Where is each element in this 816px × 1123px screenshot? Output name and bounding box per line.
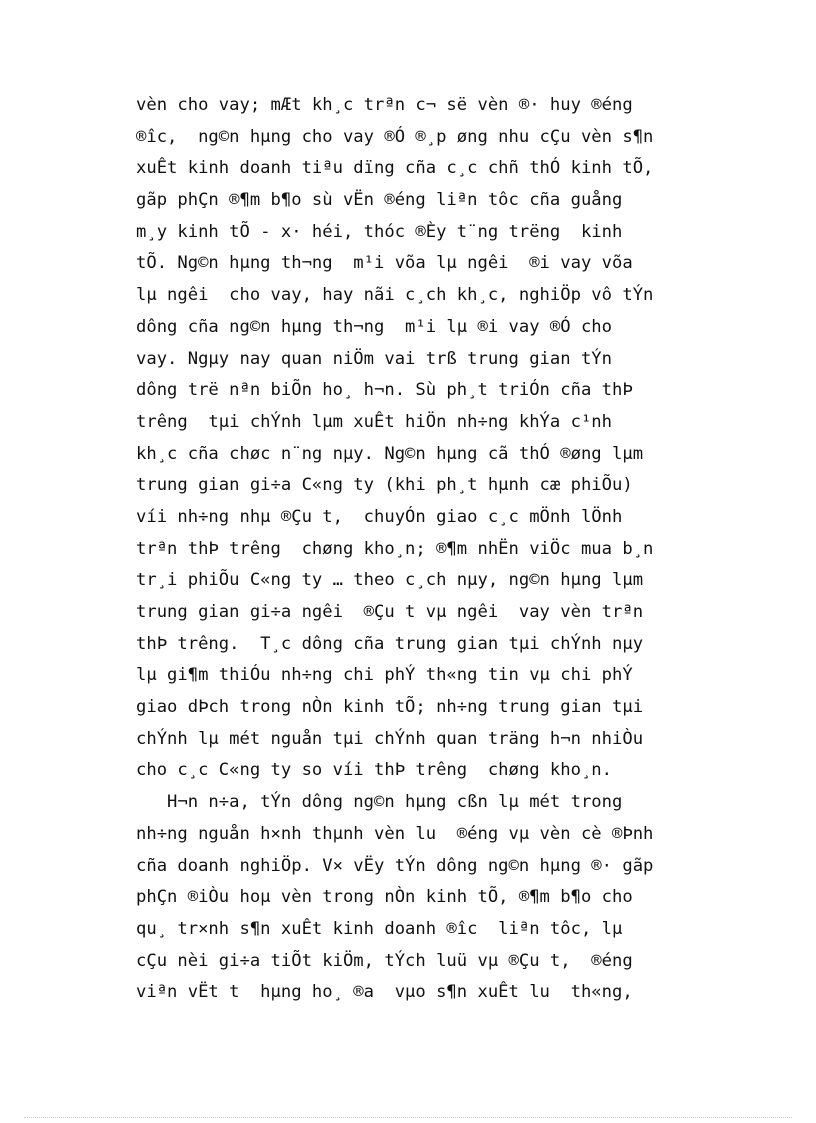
text-line: tr¸i phiÕu C«ng ty … theo c¸ch nµy, ng©n hµng lµm [136, 570, 644, 591]
text-line: trung gian gi÷a C«ng ty (khi ph¸t hµnh cæ phiÕu) [136, 475, 633, 496]
text-line: phÇn ®iÒu hoµ vèn trong nÒn kinh tÕ, ®¶m b¶o cho [136, 887, 633, 908]
text-line: vay. Ngµy nay quan niÖm vai trß trung gian tÝn [136, 348, 612, 369]
text-line: tÕ. Ng©n hµng th¬ng m¹i võa lµ ngêi ®i vay võa [136, 253, 633, 274]
text-line: víi nh÷ng nhµ ®Çu t, chuyÓn giao c¸c mÖnh lÖnh [136, 506, 623, 527]
text-line: trªn thÞ trêng chøng kho¸n; ®¶m nhËn viÖc mua b¸n [136, 538, 654, 559]
text-line: kh¸c cña chøc n¨ng nµy. Ng©n hµng cã thÓ ®øng lµm [136, 443, 644, 464]
text-line: m¸y kinh tÕ - x· héi, thóc ®Èy t¨ng trëng kinh [136, 221, 623, 242]
text-line: lµ gi¶m thiÓu nh÷ng chi phÝ th«ng tin vµ chi phÝ [136, 665, 633, 686]
text-line: nh÷ng nguån h×nh thµnh vèn lu ®éng vµ vèn cè ®Þnh [136, 823, 654, 844]
text-line: H¬n n÷a, tÝn dông ng©n hµng cßn lµ mét trong [136, 792, 623, 813]
text-line: trung gian gi÷a ngêi ®Çu t vµ ngêi vay vèn trªn [136, 602, 644, 622]
text-line: trêng tµi chÝnh lµm xuÊt hiÖn nh÷ng khÝa c¹nh [136, 411, 612, 432]
text-line: xuÊt kinh doanh tiªu dïng cña c¸c chñ thÓ kinh tÕ, [136, 158, 654, 179]
text-line: ®îc, ng©n hµng cho vay ®Ó ®¸p øng nhu cÇu vèn s¶n [136, 126, 654, 147]
text-line: gãp phÇn ®¶m b¶o sù vËn ®éng liªn tôc cña guång [136, 190, 623, 211]
body-text [136, 90, 718, 1009]
text-line: lµ ngêi cho vay, hay nãi c¸ch kh¸c, nghiÖp vô tÝn [136, 285, 654, 306]
text-line: viªn vËt t hµng ho¸ ®a vµo s¶n xuÊt lu th«ng, [136, 982, 633, 1003]
text-line: chÝnh lµ mét nguån tµi chÝnh quan träng h¬n nhiÒu [136, 728, 644, 749]
text-line: vèn cho vay; mÆt kh¸c trªn c¬ së vèn ®· huy ®éng [136, 95, 633, 115]
text-line: thÞ trêng. T¸c dông cña trung gian tµi chÝnh nµy [136, 633, 644, 654]
text-line: giao dÞch trong nÒn kinh tÕ; nh÷ng trung gian tµi [136, 697, 644, 718]
text-line: cho c¸c C«ng ty so víi thÞ trêng chøng kho¸n. [136, 760, 612, 781]
text-line: dông trë nªn biÕn ho¸ h¬n. Sù ph¸t triÓn cña thÞ [136, 380, 633, 401]
text-line: cÇu nèi gi÷a tiÕt kiÖm, tÝch luü vµ ®Çu t, ®éng [136, 950, 633, 971]
text-line: dông cña ng©n hµng th¬ng m¹i lµ ®i vay ®Ó cho [136, 316, 612, 337]
page-bottom-divider [24, 1117, 792, 1118]
text-line: qu¸ tr×nh s¶n xuÊt kinh doanh ®îc liªn tôc, lµ [136, 918, 623, 939]
text-line: cña doanh nghiÖp. V× vËy tÝn dông ng©n hµng ®· gãp [136, 855, 654, 876]
